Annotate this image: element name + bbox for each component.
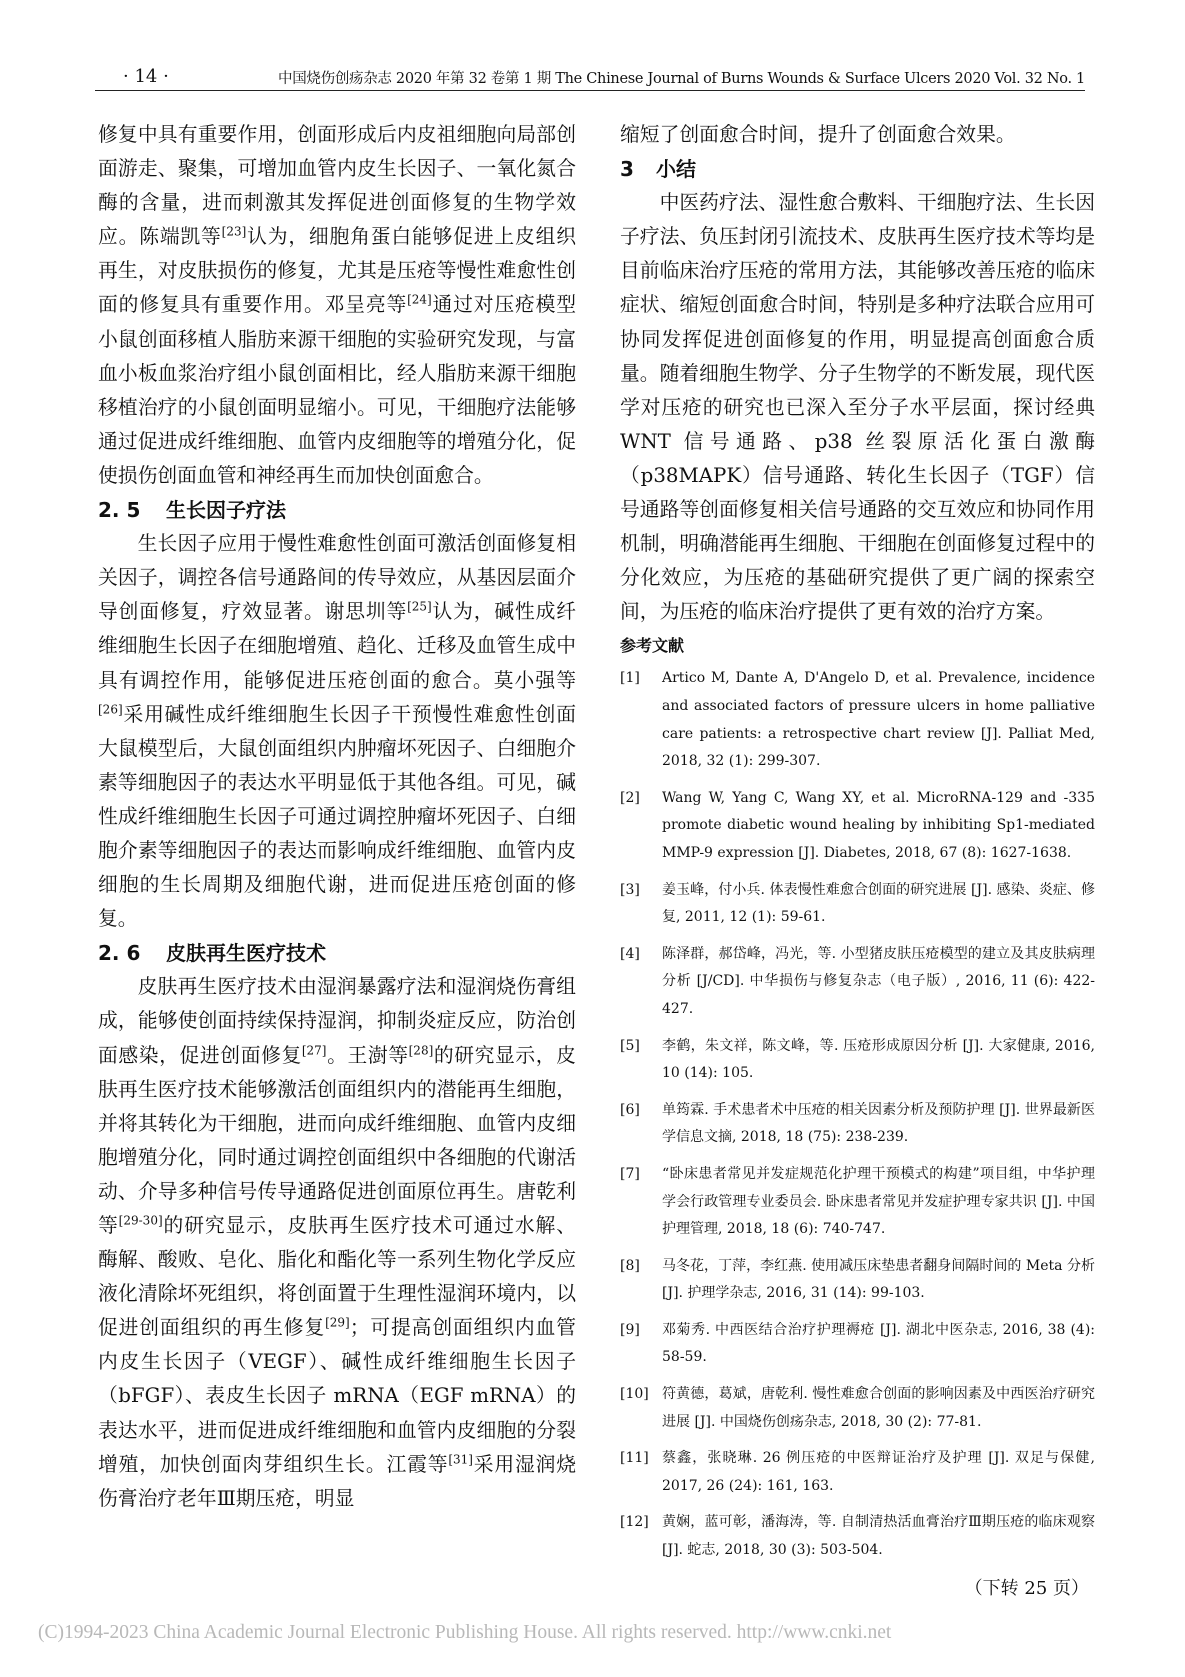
citation[interactable]: [24] bbox=[407, 292, 432, 307]
reference-item: [2] Wang W, Yang C, Wang XY, et al. MicroRNA-129 and -335 promote diabetic wound healing by inhibiting Sp1-mediated MMP-9 expression [J]. Diabetes, 2018, 67 (8): 1627-1638. bbox=[620, 789, 1095, 861]
citation[interactable]: [25] bbox=[407, 599, 432, 614]
running-header bbox=[95, 62, 1085, 91]
reference-item: [9] 邓菊秀. 中西医结合治疗护理褥疮 [J]. 湖北中医杂志, 2016, 38 (4): 58-59. bbox=[620, 1321, 1095, 1366]
paragraph-stem-cell-continued: 修复中具有重要作用，创面形成后内皮祖细胞向局部创面游走、聚集，可增加血管内皮生长因子、一氧化氮合酶的含量，进而刺激其发挥促进创面修复的生物学效应。陈端凯等[23]认为，细胞角蛋白能够促进上皮组织再生，对皮肤损伤的修复，尤其是压疮等慢性难愈性创面的修复具有重要作用。邓呈亮等[24]通过对压疮模型小鼠创面移植人脂肪来源干细胞的实验研究发现，与富血小板血浆治疗组小鼠创面相比，经人脂肪来源干细胞移植治疗的小鼠创面明显缩小。可见，干细胞疗法能够通过促进成纤维细胞、血管内皮细胞等的增殖分化，促使损伤创面血管和神经再生而加快创面愈合。 bbox=[98, 123, 576, 487]
reference-item: [12] 黄娴，蓝可彰，潘海涛，等. 自制清热活血膏治疗Ⅲ期压疮的临床观察 [J]. 蛇志, 2018, 30 (3): 503-504. bbox=[620, 1514, 1095, 1559]
journal-info: 中国烧伤创疡杂志 2020 年第 32 卷第 1 期 The Chinese Journal of Burns Wounds & Surface Ulcers 2020 Vol. 32 No. 1 bbox=[278, 71, 1085, 87]
left-column bbox=[98, 118, 576, 1516]
reference-item: [10] 符黄德，葛斌，唐乾利. 慢性难愈合创面的影响因素及中西医治疗研究进展 [J]. 中国烧伤创疡杂志, 2018, 30 (2): 77-81. bbox=[620, 1386, 1095, 1430]
reference-item: [11] 蔡鑫，张晓琳. 26 例压疮的中医辩证治疗及护理 [J]. 双足与保健, 2017, 26 (24): 161, 163. bbox=[620, 1450, 1095, 1494]
references-heading: 参考文献 bbox=[620, 636, 685, 656]
section-heading-2-5: 2. 5 生长因子疗法 bbox=[98, 498, 286, 523]
paragraph-summary: 中医药疗法、湿性愈合敷料、干细胞疗法、生长因子疗法、负压封闭引流技术、皮肤再生医疗技术等均是目前临床治疗压疮的常用方法，其能够改善压疮的临床症状、缩短创面愈合时间，特别是多种疗法联合应用可协同发挥促进创面修复的作用，明显提高创面愈合质量。随着细胞生物学、分子生物学的不断发展，现代医学对压疮的研究也已深入至分子水平层面，探讨经典 WNT 信号通路、p38 丝裂原活化蛋白激酶（p38MAPK）信号通路、转化生长因子（TGF）信号通路等创面修复相关信号通路的交互效应和协同作用机制，明确潜能再生细胞、干细胞在创面修复过程中的分化效应，为压疮的基础研究提供了更广阔的探索空间，为压疮的临床治疗提供了更有效的治疗方案。 bbox=[620, 191, 1095, 624]
citation[interactable]: [31] bbox=[448, 1452, 473, 1467]
reference-item: [8] 马冬花，丁萍，李红燕. 使用减压床垫患者翻身间隔时间的 Meta 分析 [J]. 护理学杂志, 2016, 31 (14): 99-103. bbox=[620, 1257, 1095, 1302]
citation[interactable]: [27] bbox=[301, 1042, 327, 1057]
reference-item: [4] 陈泽群，郝岱峰，冯光，等. 小型猪皮肤压疮模型的建立及其皮肤病理分析 [J/CD]. 中华损伤与修复杂志（电子版）, 2016, 11 (6): 422-427. bbox=[620, 945, 1095, 1017]
paragraph-skin-regeneration: 皮肤再生医疗技术由湿润暴露疗法和湿润烧伤膏组成，能够使创面持续保持湿润，抑制炎症反应，防治创面感染，促进创面修复[27]。王澍等[28]的研究显示，皮肤再生医疗技术能够激活创面组织内的潜能再生细胞，并将其转化为干细胞，进而向成纤维细胞、血管内皮细胞增殖分化，同时通过调控创面组织中各细胞的代谢活动、介导多种信号传导通路促进创面原位再生。唐乾利等[29-30]的研究显示，皮肤再生医疗技术可通过水解、酶解、酸败、皂化、脂化和酯化等一系列生物化学反应液化清除坏死组织，将创面置于生理性湿润环境内，以促进创面组织的再生修复[29]；可提高创面组织内血管内皮生长因子（VEGF）、碱性成纤维细胞生长因子（bFGF）、表皮生长因子 mRNA（EGF mRNA）的表达水平，进而促进成纤维细胞和血管内皮细胞的分裂增殖，加快创面肉芽组织生长。江霞等[31]采用湿润烧伤膏治疗老年Ⅲ期压疮，明显 bbox=[98, 975, 576, 1510]
citation[interactable]: [28] bbox=[408, 1042, 434, 1057]
copyright-footer: (C)1994-2023 China Academic Journal Electronic Publishing House. All rights reserved. http://www.cnki.net bbox=[38, 1622, 892, 1643]
continued-note: （下转 25 页） bbox=[964, 1577, 1089, 1599]
right-column bbox=[620, 118, 1095, 1604]
paragraph-continued: 缩短了创面愈合时间，提升了创面愈合效果。 bbox=[620, 123, 1016, 146]
reference-item: [7] “卧床患者常见并发症规范化护理干预模式的构建”项目组，中华护理学会行政管理专业委员会. 卧床患者常见并发症护理专家共识 [J]. 中国护理管理, 2018, 18 (6): 740-747. bbox=[620, 1165, 1095, 1238]
paragraph-growth-factor: 生长因子应用于慢性难愈性创面可激活创面修复相关因子，调控各信号通路间的传导效应，从基因层面介导创面修复，疗效显著。谢思圳等[25]认为，碱性成纤维细胞生长因子在细胞增殖、趋化、迁移及血管生成中具有调控作用，能够促进压疮创面的愈合。莫小强等[26]采用碱性成纤维细胞生长因子干预慢性难愈性创面大鼠模型后，大鼠创面组织内肿瘤坏死因子、白细胞介素等细胞因子的表达水平明显低于其他各组。可见，碱性成纤维细胞生长因子可通过调控肿瘤坏死因子、白细胞介素等细胞因子的表达而影响成纤维细胞、血管内皮细胞的生长周期及细胞代谢，进而促进压疮创面的修复。 bbox=[98, 532, 576, 931]
reference-item: [3] 姜玉峰，付小兵. 体表慢性难愈合创面的研究进展 [J]. 感染、炎症、修复, 2011, 12 (1): 59-61. bbox=[620, 881, 1095, 926]
section-heading-3: 3 小结 bbox=[620, 157, 696, 182]
citation[interactable]: [26] bbox=[98, 702, 123, 716]
reference-list bbox=[620, 665, 1095, 1564]
citation[interactable]: [23] bbox=[221, 224, 247, 239]
citation[interactable]: [29-30] bbox=[118, 1213, 163, 1228]
citation[interactable]: [29] bbox=[325, 1315, 350, 1330]
reference-item: [1] Artico M, Dante A, D'Angelo D, et al. Prevalence, incidence and associated factors of pressure ulcers in home palliative care patients: a retrospective chart review [J]. Palliat Med, 2018, 32 (1): 299-307. bbox=[620, 670, 1095, 770]
page-number: · 14 · bbox=[123, 66, 169, 87]
reference-item: [5] 李鹤，朱文祥，陈文峰，等. 压疮形成原因分析 [J]. 大家健康, 2016, 10 (14): 105. bbox=[620, 1037, 1095, 1082]
reference-item: [6] 单筠霖. 手术患者术中压疮的相关因素分析及预防护理 [J]. 世界最新医学信息文摘, 2018, 18 (75): 238-239. bbox=[620, 1101, 1095, 1146]
section-heading-2-6: 2. 6 皮肤再生医疗技术 bbox=[98, 941, 326, 966]
